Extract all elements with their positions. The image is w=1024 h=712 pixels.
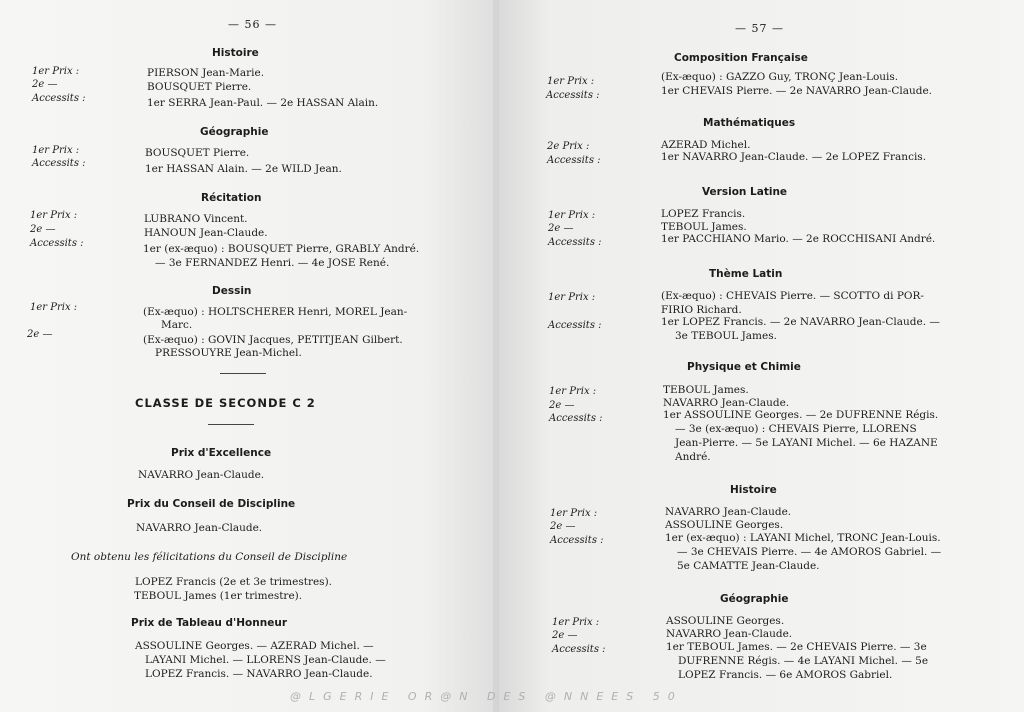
prize-label: 2e — bbox=[550, 521, 576, 532]
section-heading-geographie: Géographie bbox=[720, 593, 789, 605]
prize-text: AZERAD Michel. bbox=[661, 139, 751, 151]
prize-text: ASSOULINE Georges. bbox=[666, 615, 785, 627]
award-text: LAYANI Michel. — LLORENS Jean-Claude. — bbox=[145, 654, 386, 666]
prize-label: 1er Prix : bbox=[32, 145, 80, 156]
prize-text: 1er PACCHIANO Mario. — 2e ROCCHISANI André. bbox=[661, 233, 936, 245]
prize-label: Accessits : bbox=[550, 535, 604, 546]
prize-text: PRESSOUYRE Jean-Michel. bbox=[155, 347, 302, 359]
prize-text: HANOUN Jean-Claude. bbox=[144, 227, 268, 239]
prize-label: 2e — bbox=[549, 400, 575, 411]
prize-text: (Ex-æquo) : GOVIN Jacques, PETITJEAN Gilbert. bbox=[143, 334, 403, 346]
award-text: LOPEZ Francis (2e et 3e trimestres). bbox=[135, 576, 332, 588]
award-text: TEBOUL James (1er trimestre). bbox=[134, 590, 303, 602]
prize-text: 1er TEBOUL James. — 2e CHEVAIS Pierre. — 3e bbox=[666, 641, 927, 653]
felicitations-heading: Ont obtenu les félicitations du Conseil de Discipline bbox=[71, 551, 348, 563]
section-heading-geographie: Géographie bbox=[200, 126, 269, 138]
prize-text: 1er (ex-æquo) : BOUSQUET Pierre, GRABLY André. bbox=[143, 243, 420, 255]
prize-text: 3e TEBOUL James. bbox=[675, 330, 777, 342]
divider-rule bbox=[208, 424, 254, 425]
prize-text: NAVARRO Jean-Claude. bbox=[666, 628, 793, 640]
prize-text: 5e CAMATTE Jean-Claude. bbox=[677, 560, 820, 572]
section-heading-histoire: Histoire bbox=[730, 484, 777, 496]
prize-text: — 3e (ex-æquo) : CHEVAIS Pierre, LLORENS bbox=[675, 423, 917, 435]
section-heading-recitation: Récitation bbox=[201, 192, 262, 204]
prize-text: 1er CHEVAIS Pierre. — 2e NAVARRO Jean-Claude. bbox=[661, 85, 933, 97]
prize-label: 2e — bbox=[548, 223, 574, 234]
section-heading-dessin: Dessin bbox=[212, 285, 252, 297]
section-heading-composition: Composition Française bbox=[674, 52, 808, 64]
prize-text: DUFRENNE Régis. — 4e LAYANI Michel. — 5e bbox=[678, 655, 929, 667]
prize-label: Accessits : bbox=[546, 90, 600, 101]
prize-label: 2e — bbox=[552, 630, 578, 641]
prize-label: Accessits : bbox=[32, 158, 86, 169]
prize-label: Accessits : bbox=[32, 93, 86, 104]
prize-text: (Ex-æquo) : GAZZO Guy, TRONÇ Jean-Louis. bbox=[661, 71, 899, 83]
prize-text: 1er ASSOULINE Georges. — 2e DUFRENNE Régis. bbox=[663, 409, 939, 421]
award-text: NAVARRO Jean-Claude. bbox=[138, 469, 265, 481]
prize-label: Accessits : bbox=[30, 238, 84, 249]
prize-text: PIERSON Jean-Marie. bbox=[147, 67, 265, 79]
section-heading-mathematiques: Mathématiques bbox=[703, 117, 796, 129]
prize-label: 1er Prix : bbox=[32, 66, 80, 77]
prize-text: 1er SERRA Jean-Paul. — 2e HASSAN Alain. bbox=[147, 97, 379, 109]
prize-text: (Ex-æquo) : CHEVAIS Pierre. — SCOTTO di POR- bbox=[661, 290, 924, 302]
prize-text: FIRIO Richard. bbox=[661, 304, 742, 316]
right-page bbox=[497, 0, 1024, 712]
prize-text: — 3e CHEVAIS Pierre. — 4e AMOROS Gabriel. — bbox=[677, 546, 942, 558]
prize-text: 1er HASSAN Alain. — 2e WILD Jean. bbox=[145, 163, 342, 175]
prize-label: 1er Prix : bbox=[30, 302, 78, 313]
prize-text: André. bbox=[675, 451, 711, 463]
prize-text: TEBOUL James. bbox=[663, 384, 749, 396]
prize-label: Accessits : bbox=[547, 155, 601, 166]
section-heading-version: Version Latine bbox=[702, 186, 788, 198]
prize-label: Accessits : bbox=[549, 413, 603, 424]
prize-label: 1er Prix : bbox=[550, 508, 598, 519]
prize-text: — 3e FERNANDEZ Henri. — 4e JOSE René. bbox=[155, 257, 390, 269]
prize-label: 1er Prix : bbox=[30, 210, 78, 221]
prize-label: 2e — bbox=[30, 224, 56, 235]
prize-label: Accessits : bbox=[548, 320, 602, 331]
prize-text: NAVARRO Jean-Claude. bbox=[665, 506, 792, 518]
prize-label: 1er Prix : bbox=[547, 76, 595, 87]
prize-text: 1er NAVARRO Jean-Claude. — 2e LOPEZ Francis. bbox=[661, 151, 927, 163]
book-gutter bbox=[493, 0, 499, 712]
section-heading-tableau: Prix de Tableau d'Honneur bbox=[131, 617, 287, 629]
award-text: NAVARRO Jean-Claude. bbox=[136, 522, 263, 534]
prize-text: TEBOUL James. bbox=[661, 221, 747, 233]
prize-text: LOPEZ Francis. — 6e AMOROS Gabriel. bbox=[678, 669, 893, 681]
prize-label: 1er Prix : bbox=[548, 210, 596, 221]
prize-label: 1er Prix : bbox=[548, 292, 596, 303]
prize-text: BOUSQUET Pierre. bbox=[147, 81, 252, 93]
class-heading: CLASSE DE SECONDE C 2 bbox=[135, 396, 316, 410]
watermark: @LGERIE OR@N DES @NNEES 50 bbox=[290, 690, 683, 703]
prize-label: 2e Prix : bbox=[547, 141, 590, 152]
prize-text: LOPEZ Francis. bbox=[661, 208, 746, 220]
page-number: — 57 — bbox=[735, 22, 784, 35]
prize-text: (Ex-æquo) : HOLTSCHERER Henri, MOREL Jean- bbox=[143, 306, 408, 318]
prize-text: NAVARRO Jean-Claude. bbox=[663, 397, 790, 409]
section-heading-theme: Thème Latin bbox=[709, 268, 783, 280]
prize-label: Accessits : bbox=[552, 644, 606, 655]
prize-label: 1er Prix : bbox=[549, 386, 597, 397]
prize-label: 2e — bbox=[27, 329, 53, 340]
prize-label: 2e — bbox=[32, 79, 58, 90]
award-text: LOPEZ Francis. — NAVARRO Jean-Claude. bbox=[145, 668, 373, 680]
prize-text: BOUSQUET Pierre. bbox=[145, 147, 250, 159]
prize-text: Marc. bbox=[161, 319, 193, 331]
prize-text: 1er LOPEZ Francis. — 2e NAVARRO Jean-Claude. — bbox=[661, 316, 940, 328]
prize-text: ASSOULINE Georges. bbox=[665, 519, 784, 531]
page-number: — 56 — bbox=[228, 18, 277, 31]
prize-label: 1er Prix : bbox=[552, 617, 600, 628]
section-heading-conseil: Prix du Conseil de Discipline bbox=[127, 498, 296, 510]
prize-label: Accessits : bbox=[548, 237, 602, 248]
prize-text: 1er (ex-æquo) : LAYANI Michel, TRONC Jean-Louis. bbox=[665, 532, 941, 544]
award-text: ASSOULINE Georges. — AZERAD Michel. — bbox=[135, 640, 374, 652]
section-heading-physique: Physique et Chimie bbox=[687, 361, 801, 373]
prize-text: Jean-Pierre. — 5e LAYANI Michel. — 6e HAZANE bbox=[675, 437, 938, 449]
section-heading-histoire: Histoire bbox=[212, 47, 259, 59]
left-page bbox=[0, 0, 497, 712]
section-heading-excellence: Prix d'Excellence bbox=[171, 447, 272, 459]
divider-rule bbox=[220, 373, 266, 374]
prize-text: LUBRANO Vincent. bbox=[144, 213, 248, 225]
